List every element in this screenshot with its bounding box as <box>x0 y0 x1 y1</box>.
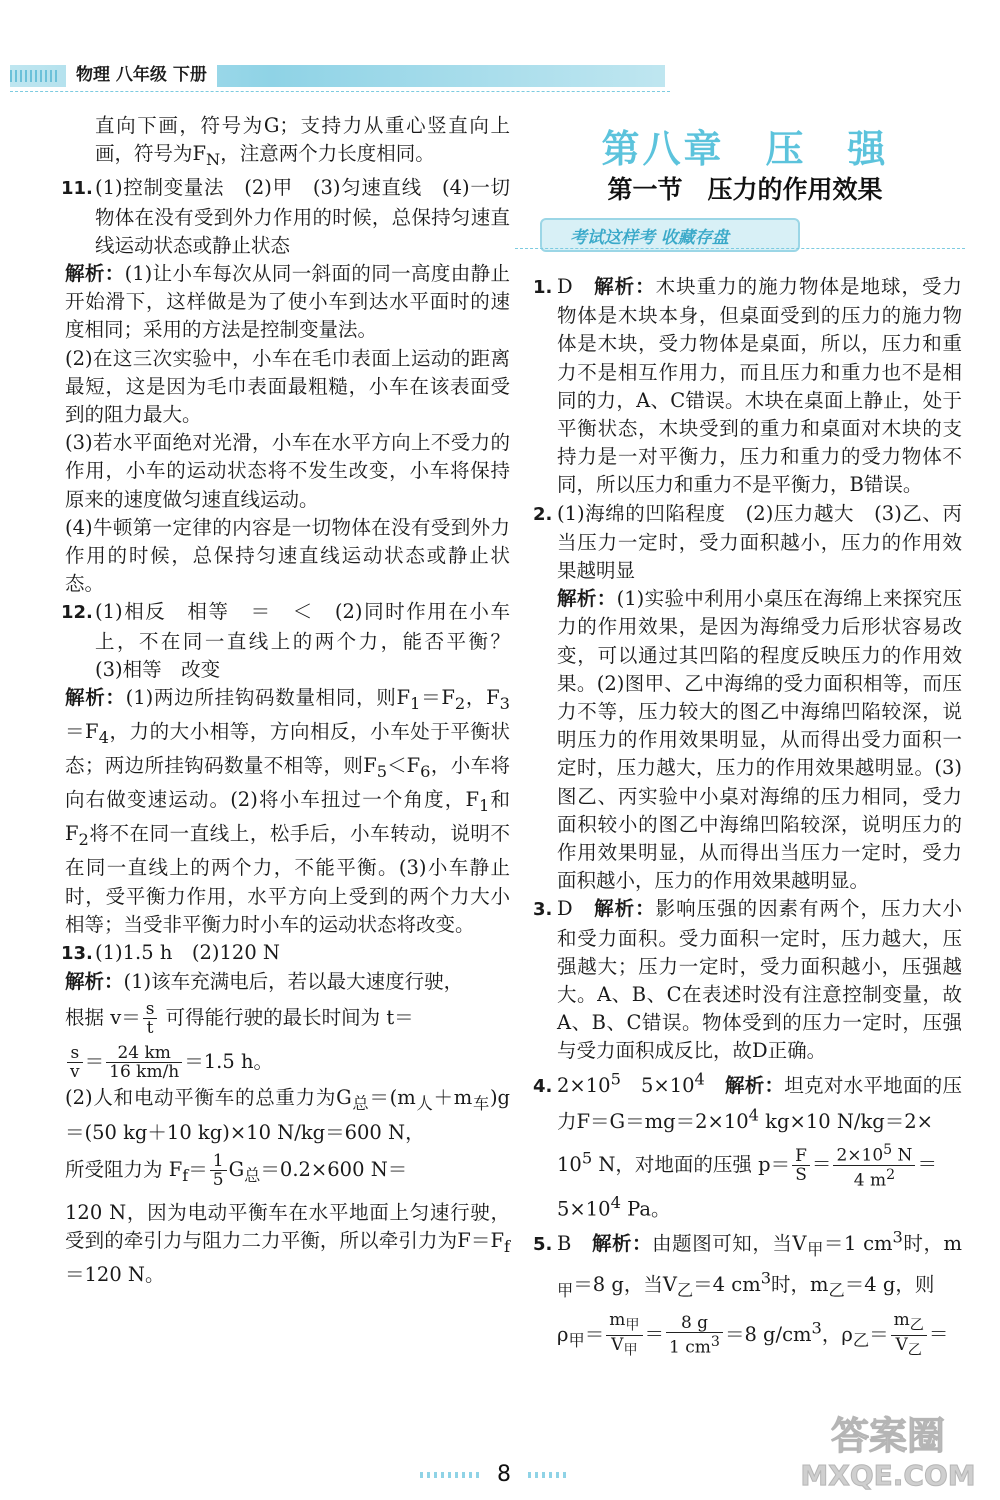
section-title: 第一节 压力的作用效果 <box>607 175 883 204</box>
fraction: $\frac{F}{S}$ <box>792 1147 810 1184</box>
question-11-explanation-1: 解析：(1)让小车每次从同一斜面的同一高度由静止开始滑下，这样做是为了使小车到达水平面时的速度相同；采用的方法是控制变量法。 <box>65 261 510 342</box>
page-header <box>10 58 670 92</box>
fraction: $\frac{s}{t}$ <box>143 1000 158 1037</box>
fraction: $\frac{2\times 10^5 N}{4 m^2}$ <box>833 1141 915 1189</box>
exam-badge-label: 考试这样考 收藏存盘 <box>570 228 729 248</box>
question-13-formula-2: $\frac{s}{v}$ ＝ $\frac{24 km}{16 km/h}$ ＝1.5 h。 <box>65 1040 510 1084</box>
chapter-title: 第八章 压 强 <box>601 127 889 171</box>
fraction: $\frac{m_甲}{V_甲}$ <box>606 1311 642 1359</box>
page-number-dots-left <box>420 1472 480 1478</box>
question-2-explanation: 解析：(1)实验中利用小桌压在海绵上来探究压力的作用效果，是因为海绵受力后形状容易改变，可以通过其凹陷的程度反映压力的作用效果。(2)图甲、乙中海绵的受力面积相等，而压力不等，压力较大的图乙中海绵凹陷较深，说明压力的作用效果明显，从而得出受力面积一定时，压力越大，压力的作用效果越明显。(3)图乙、丙实验中小桌对海绵的压力相同，受力面积较小的图乙中海绵凹陷较深，说明压力的作用效果明显，从而得出当压力一定时，受力面积越小，压力的作用效果越明显。 <box>557 587 962 893</box>
answer-10-continuation: 直向下画，符号为G；支持力从重心竖直向上画，符号为$F_N$，注意两个力长度相同。 <box>95 114 510 170</box>
page-number: 8 <box>497 1462 511 1487</box>
question-4-result: $5\times 10^4$ Pa。 <box>557 1193 671 1221</box>
header-divider <box>10 91 670 92</box>
question-1: 1. D 解析：木块重力的施力物体是地球，受力物体是木块本身，但桌面受到的压力的施力物体是木块，受力物体是桌面，所以，压力和重力不是相互作用力，而且压力和重力也不是相同的力，A、C错误。木块在桌面上静止，处于平衡状态，木块受到的重力和桌面对木块的支持力是一对平衡力，压力和重力的受力物体不同，所以压力和重力不是平衡力，B错误。 <box>533 275 962 497</box>
question-5-formula: $\rho_甲=$ $\frac{m_甲}{V_甲}$ ＝ $\frac{8 g}{1 cm^3}$ ＝8 $g/cm^3$，$\rho_乙=$ $\frac{m_乙}{V_乙}$ ＝ <box>557 1310 949 1359</box>
right-column <box>527 273 982 1364</box>
question-13-explanation-3: 120 N，因为电动平衡车在水平地面上匀速行驶，受到的牵引力与阻力二力平衡，所以牵引力为$F=F_f=120$ N。 <box>65 1200 510 1286</box>
badge-divider <box>515 248 965 249</box>
question-2: 2. (1)海绵的凹陷程度 (2)压力越大 (3)乙、丙 当压力一定时，受力面积越小，压力的作用效果越明显 <box>533 501 982 583</box>
question-13-formula-1: 根据 v＝ $\frac{s}{t}$ 可得能行驶的最长时间为 t＝ <box>65 999 414 1039</box>
question-4: 4. $2\times 10^5$ $5\times 10^4$ 解析：坦克对水平地面的压力$F=G=mg=2\times 10^4$ kg×10 N/kg＝2× <box>533 1069 962 1133</box>
question-11-explanation-3: (3)若水平面绝对光滑，小车在水平方向上不受力的作用，小车的运动状态将不发生改变，小车将保持原来的速度做匀速直线运动。 <box>65 431 510 511</box>
question-13: 13. (1)1.5 h (2)120 N <box>61 941 280 965</box>
fraction: $\frac{1}{5}$ <box>210 1152 227 1189</box>
fraction: $\frac{8 g}{1 cm^3}$ <box>666 1314 723 1357</box>
question-11: 11. (1)控制变量法 (2)甲 (3)匀速直线 (4)一切物体在没有受到外力作用的时候，总保持匀速直线运动状态或静止状态 <box>61 176 510 257</box>
header-dots <box>10 70 60 82</box>
watermark-line2: MXQE.COM <box>800 1459 976 1492</box>
question-13-explanation-1: 解析：(1)该车充满电后，若以最大速度行驶， <box>65 970 464 994</box>
question-11-explanation-2: (2)在这三次实验中，小车在毛巾表面上运动的距离最短，这是因为毛巾表面最粗糙，小车在该表面受到的阻力最大。 <box>65 346 510 426</box>
fraction: $\frac{m_乙}{V_乙}$ <box>891 1311 927 1359</box>
question-13-explanation-2: (2)人和电动平衡车的总重力为$G_总=(m_人+m_车)g=(50$ kg＋10 kg)×10 N/kg＝600 N， <box>65 1086 511 1144</box>
fraction: $\frac{s}{v}$ <box>67 1044 83 1081</box>
question-5: 5. B 解析：由题图可知，当$V_甲=1$ $cm^3$时，$m_甲=8$ g，当$V_乙=4$ $cm^3$时，$m_乙=4$ g，则 <box>533 1227 962 1300</box>
page-number-dots-right <box>528 1472 568 1478</box>
watermark-line1: 答案圈 <box>830 1414 946 1458</box>
question-3: 3. D 解析：影响压强的因素有两个，压力大小和受力面积。受力面积一定时，压力越大，压强越大；压力一定时，受力面积越小，压强越大。A、B、C在表述时没有注意控制变量，故A、B、C错误。物体受到的压力一定时，压强与受力面积成反比，故D正确。 <box>533 897 962 1063</box>
left-column <box>61 112 530 1289</box>
header-title: 物理 八年级 下册 <box>66 62 217 88</box>
fraction: $\frac{24 km}{16 km/h}$ <box>106 1044 182 1081</box>
watermark-logo <box>788 1407 988 1492</box>
question-12: 12. (1)相反 相等 ＝ ＜ (2)同时作用在小车上，不在同一直线上的两个力，能否平衡？ (3)相等 改变 <box>61 600 530 681</box>
question-4-formula: $10^5$ N，对地面的压强 p＝ $\frac{F}{S}$ ＝ $\frac{2\times 10^5 N}{4 m^2}$ ＝ <box>557 1141 937 1191</box>
question-12-explanation: 解析：(1)两边所挂钩码数量相同，则$F_1=F_2$，$F_3=F_4$，力的大小相等，方向相反，小车处于平衡状态；两边所挂钩码数量不相等，则$F_5<F_6$，小车将向右做变速运动。(2)将小车扭过一个角度，$F_1$和$F_2$将不在同一直线上，松手后，小车转动，说明不在同一直线上的两个力，不能平衡。(3)小车静止时，受平衡力作用，水平方向上受到的两个力大小相等；当受非平衡力时小车的运动状态将改变。 <box>65 685 511 936</box>
question-11-explanation-4: (4)牛顿第一定律的内容是一切物体在没有受到外力作用的时候，总保持匀速直线运动状态或静止状态。 <box>65 515 510 596</box>
exam-badge <box>540 218 800 252</box>
question-13-formula-3: 所受阻力为 $F_f=$ $\frac{1}{5}$ $G_总=0.2\times 600$ N＝ <box>65 1150 408 1190</box>
